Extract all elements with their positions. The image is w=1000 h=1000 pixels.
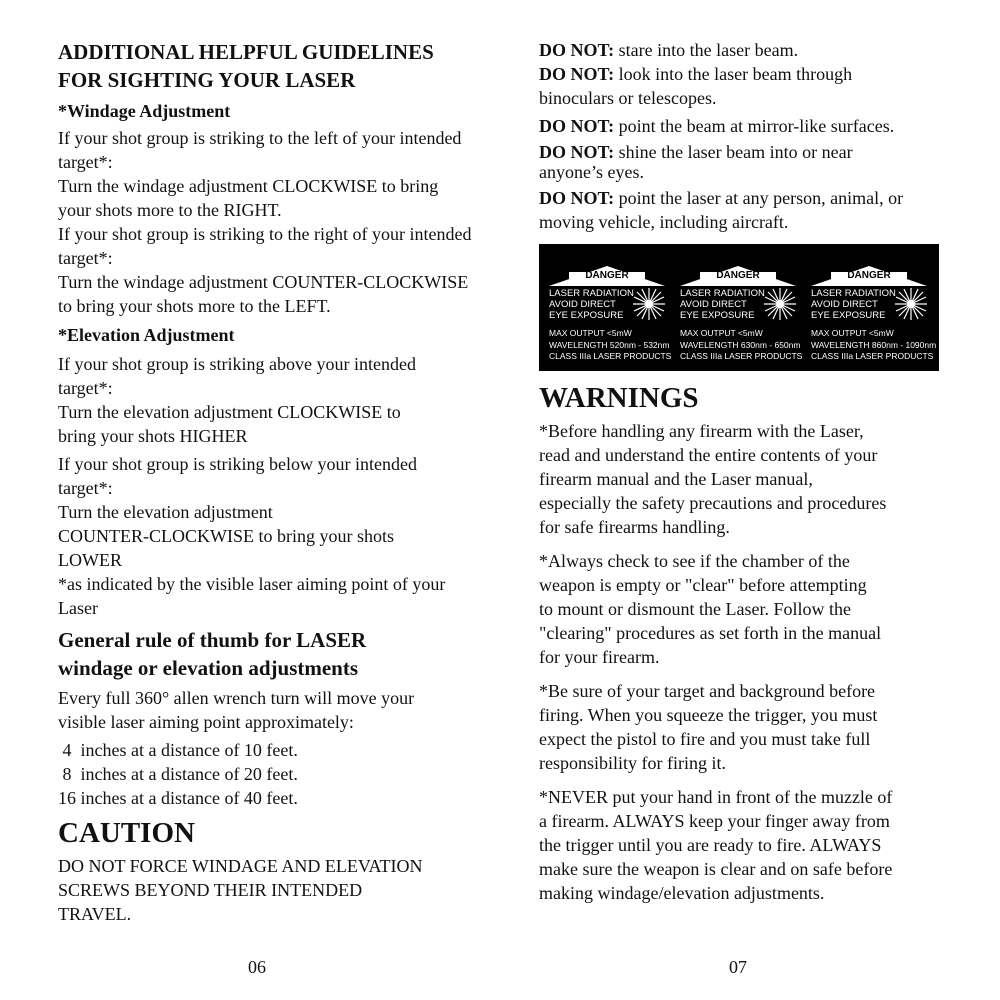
- rule-heading-line2: windage or elevation adjustments: [58, 656, 359, 680]
- donot-keyword: DO NOT:: [539, 142, 615, 162]
- elevation-text: LOWER: [58, 550, 122, 570]
- elevation-text: Turn the elevation adjustment CLOCKWISE to: [58, 402, 401, 422]
- label-line: EYE EXPOSURE: [811, 310, 886, 321]
- windage-text: If your shot group is striking to the left of your intended: [58, 128, 462, 148]
- danger-label: [676, 244, 802, 371]
- warning-line: *Be sure of your target and background before: [539, 681, 876, 701]
- distance-item: 4 inches at a distance of 10 feet.: [58, 740, 298, 760]
- laser-starburst-icon: [762, 286, 798, 322]
- donot-text: binoculars or telescopes.: [539, 88, 717, 108]
- warning-line: *NEVER put your hand in front of the muzzle of: [539, 787, 893, 807]
- warning-line: for your firearm.: [539, 647, 660, 667]
- elevation-text: Turn the elevation adjustment: [58, 502, 273, 522]
- distance-item: 16 inches at a distance of 40 feet.: [58, 788, 298, 808]
- warning-line: responsibility for firing it.: [539, 753, 726, 773]
- donot-keyword: DO NOT:: [539, 64, 615, 84]
- donot-text: look into the laser beam through: [614, 64, 853, 84]
- label-spec: CLASS IIIa LASER PRODUCTS: [811, 351, 934, 361]
- caution-text: SCREWS BEYOND THEIR INTENDED: [58, 880, 363, 900]
- warning-line: read and understand the entire contents of your: [539, 445, 878, 465]
- warning-line: expect the pistol to fire and you must take full: [539, 729, 871, 749]
- donot-text: moving vehicle, including aircraft.: [539, 212, 789, 232]
- warning-paragraph: [539, 785, 949, 905]
- warning-line: the trigger until you are ready to fire. ALWAYS: [539, 835, 882, 855]
- warning-line: making windage/elevation adjustments.: [539, 883, 825, 903]
- elevation-text: bring your shots HIGHER: [58, 426, 248, 446]
- windage-title: *Windage Adjustment: [58, 101, 231, 121]
- label-spec: MAX OUTPUT <5mW: [680, 328, 763, 338]
- label-line: AVOID DIRECT: [549, 299, 616, 310]
- warning-line: make sure the weapon is clear and on safe before: [539, 859, 893, 879]
- warning-line: a firearm. ALWAYS keep your finger away from: [539, 811, 890, 831]
- warning-line: firearm manual and the Laser manual,: [539, 469, 813, 489]
- windage-text: Turn the windage adjustment COUNTER-CLOCKWISE: [58, 272, 469, 292]
- label-spec: CLASS IIIa LASER PRODUCTS: [680, 351, 803, 361]
- rule-text: visible laser aiming point approximately:: [58, 712, 354, 732]
- rule-heading-line1: General rule of thumb for LASER: [58, 628, 367, 652]
- label-spec: MAX OUTPUT <5mW: [811, 328, 894, 338]
- page-number-right: 07: [729, 957, 747, 977]
- donot-item: [539, 62, 949, 110]
- warnings-title: WARNINGS: [539, 382, 699, 414]
- warning-line: *Always check to see if the chamber of the: [539, 551, 850, 571]
- donot-keyword: DO NOT:: [539, 188, 615, 208]
- danger-banner: [549, 266, 665, 286]
- elevation-title: *Elevation Adjustment: [58, 325, 235, 345]
- guidelines-heading-line2: FOR SIGHTING YOUR LASER: [58, 68, 356, 92]
- danger-banner: [680, 266, 796, 286]
- danger-labels-panel: [539, 244, 939, 371]
- page-number-left: 06: [248, 957, 266, 977]
- caution-text: TRAVEL.: [58, 904, 132, 924]
- elevation-text: target*:: [58, 378, 113, 398]
- elevation-text: COUNTER-CLOCKWISE to bring your shots: [58, 526, 394, 546]
- donot-text: shine the laser beam into or near: [614, 142, 853, 162]
- left-page: [58, 38, 498, 926]
- warning-line: to mount or dismount the Laser. Follow the: [539, 599, 851, 619]
- label-line: LASER RADIATION: [680, 288, 765, 299]
- danger-label: [807, 244, 937, 371]
- elevation-text: If your shot group is striking below your intended: [58, 454, 417, 474]
- caution-text: DO NOT FORCE WINDAGE AND ELEVATION: [58, 856, 423, 876]
- donot-text: stare into the laser beam.: [614, 40, 799, 60]
- donot-text: point the beam at mirror-like surfaces.: [614, 116, 895, 136]
- warning-line: firing. When you squeeze the trigger, you must: [539, 705, 878, 725]
- warning-line: *Before handling any firearm with the Laser,: [539, 421, 864, 441]
- donot-item: [539, 142, 949, 182]
- warning-paragraph: [539, 419, 949, 539]
- label-line: EYE EXPOSURE: [680, 310, 755, 321]
- warning-line: "clearing" procedures as set forth in the manual: [539, 623, 882, 643]
- footnote-text: *as indicated by the visible laser aiming point of your: [58, 574, 446, 594]
- donot-item: [539, 114, 949, 138]
- windage-text: to bring your shots more to the LEFT.: [58, 296, 331, 316]
- label-line: LASER RADIATION: [811, 288, 896, 299]
- label-spec: WAVELENGTH 630nm - 650nm: [680, 339, 801, 350]
- label-spec: CLASS IIIa LASER PRODUCTS: [549, 351, 672, 361]
- danger-word: DANGER: [847, 270, 891, 281]
- donot-item: [539, 186, 949, 234]
- warning-paragraph: [539, 679, 949, 775]
- right-page: [539, 38, 949, 905]
- label-spec: WAVELENGTH 520nm - 532nm: [549, 339, 670, 350]
- label-line: LASER RADIATION: [549, 288, 634, 299]
- elevation-text: target*:: [58, 478, 113, 498]
- warning-paragraph: [539, 549, 949, 669]
- donot-keyword: DO NOT:: [539, 116, 615, 136]
- label-line: EYE EXPOSURE: [549, 310, 624, 321]
- laser-starburst-icon: [631, 286, 667, 322]
- warning-line: for safe firearms handling.: [539, 517, 730, 537]
- windage-text: target*:: [58, 248, 113, 268]
- donot-item: [539, 38, 949, 62]
- danger-word: DANGER: [716, 270, 760, 281]
- label-spec: MAX OUTPUT <5mW: [549, 328, 632, 338]
- donot-text: anyone’s eyes.: [539, 162, 644, 182]
- distance-item: 8 inches at a distance of 20 feet.: [58, 764, 298, 784]
- laser-starburst-icon: [893, 286, 929, 322]
- danger-banner: [811, 266, 927, 286]
- donot-keyword: DO NOT:: [539, 40, 615, 60]
- guidelines-heading-line1: ADDITIONAL HELPFUL GUIDELINES: [58, 40, 434, 64]
- danger-label: [545, 244, 671, 371]
- danger-word: DANGER: [585, 270, 629, 281]
- windage-text: target*:: [58, 152, 113, 172]
- windage-text: your shots more to the RIGHT.: [58, 200, 282, 220]
- elevation-text: If your shot group is striking above your intended: [58, 354, 416, 374]
- warning-line: especially the safety precautions and procedures: [539, 493, 887, 513]
- label-line: AVOID DIRECT: [680, 299, 747, 310]
- rule-text: Every full 360° allen wrench turn will move your: [58, 688, 415, 708]
- footnote-text: Laser: [58, 598, 98, 618]
- donot-text: point the laser at any person, animal, or: [614, 188, 904, 208]
- windage-text: Turn the windage adjustment CLOCKWISE to bring: [58, 176, 439, 196]
- windage-text: If your shot group is striking to the right of your intended: [58, 224, 472, 244]
- label-spec: WAVELENGTH 860nm - 1090nm: [811, 339, 937, 350]
- label-line: AVOID DIRECT: [811, 299, 878, 310]
- caution-title: CAUTION: [58, 817, 195, 849]
- warning-line: weapon is empty or "clear" before attempting: [539, 575, 867, 595]
